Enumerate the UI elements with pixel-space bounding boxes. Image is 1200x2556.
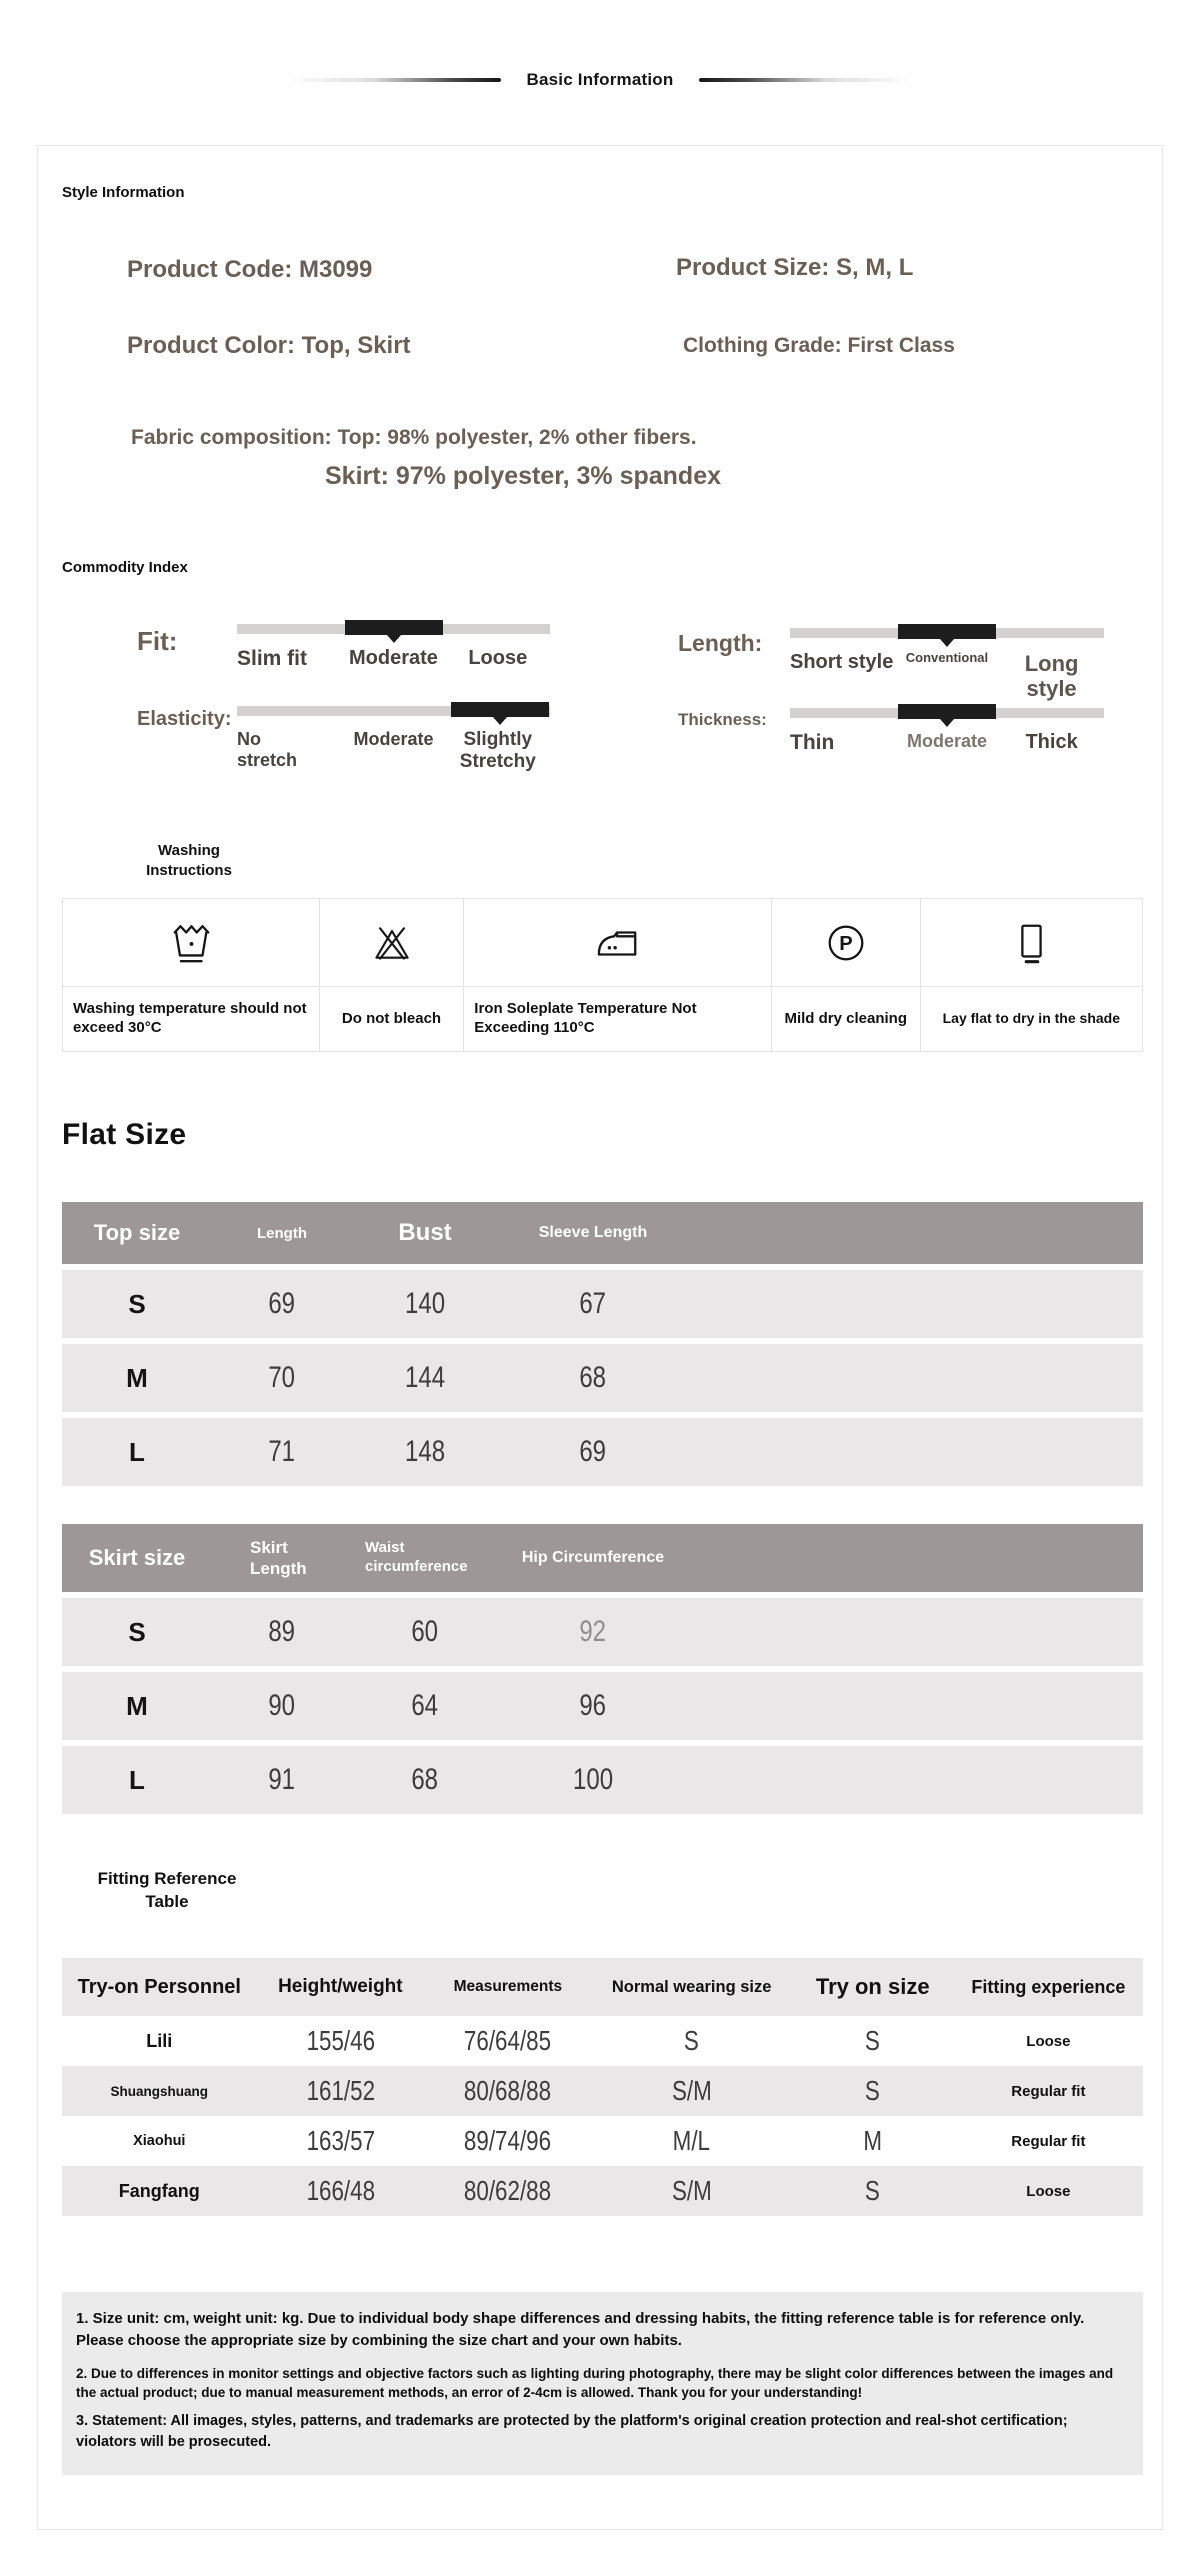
slider-fit-option: Loose <box>468 647 528 669</box>
column-header: Height/weight <box>278 1976 403 1997</box>
note-3: 3. Statement: All images, styles, patterns, and trademarks are protected by the platform's original creation protection and real-shot certification; violators will be prosecuted. <box>76 2412 1068 2450</box>
cell-value: 163/57 <box>306 2125 375 2156</box>
fitting-experience: Loose <box>1026 2032 1071 2050</box>
slider-elasticity-label: Elasticity: <box>137 708 232 730</box>
cell-value: 80/62/88 <box>464 2175 552 2206</box>
fabric-composition-line2: Skirt: 97% polyester, 3% spandex <box>325 462 722 490</box>
flat-size-title: Flat Size <box>62 1118 187 1151</box>
slider-length <box>678 628 1104 702</box>
cell-value: 71 <box>268 1435 296 1468</box>
cell-value: 67 <box>579 1287 607 1320</box>
cell-value: 92 <box>579 1615 607 1648</box>
do-not-bleach-icon <box>370 921 414 965</box>
size-label: S <box>128 1616 146 1647</box>
product-color: Product Color: Top, Skirt <box>127 332 411 359</box>
table-row <box>62 2066 1143 2116</box>
slider-thickness-option: Thin <box>790 731 835 754</box>
column-header: Hip Circumference <box>521 1549 665 1566</box>
size-label: S <box>128 1288 146 1319</box>
dry-flat-icon <box>1008 920 1054 966</box>
cell-value: 60 <box>411 1615 439 1648</box>
person-name: Fangfang <box>118 2180 200 2201</box>
cell-value: 76/64/85 <box>464 2025 552 2056</box>
washing-instruction-text: Do not bleach <box>319 987 464 1051</box>
slider-fit <box>137 624 550 671</box>
person-name: Lili <box>146 2030 173 2051</box>
slider-length-marker <box>898 624 996 639</box>
table-row <box>62 1672 1143 1740</box>
table-row <box>62 1270 1143 1338</box>
title-decor-line-left <box>286 78 501 82</box>
info-card <box>37 145 1163 2530</box>
fitting-experience: Loose <box>1026 2182 1071 2200</box>
note-1: 1. Size unit: cm, weight unit: kg. Due to individual body shape differences and dressing habits, the fitting reference table is for reference only. Please choose the appropriate size by combining the size chart and your own habits. <box>76 2310 1085 2349</box>
commodity-index-label: Commodity Index <box>62 559 188 576</box>
table-row <box>62 2016 1143 2066</box>
slider-thickness-marker <box>898 704 996 719</box>
slider-elasticity-track <box>237 706 550 716</box>
washing-instruction-text: Washing temperature should not exceed 30°C <box>73 1000 307 1036</box>
column-header: Try-on Personnel <box>77 1975 241 1998</box>
column-header: Bust <box>398 1219 452 1246</box>
page-title-row <box>0 58 1200 102</box>
slider-fit-track <box>237 624 550 634</box>
skirt-size-table <box>62 1524 1143 1814</box>
column-header: Skirt size <box>88 1545 186 1570</box>
cell-value: 140 <box>404 1287 446 1320</box>
dry-clean-p-icon <box>823 920 869 966</box>
table-row <box>62 2116 1143 2166</box>
fitting-reference-title: Fitting Reference Table <box>97 1869 237 1911</box>
size-label: L <box>129 1764 145 1795</box>
cell-value: 96 <box>579 1689 607 1722</box>
cell-value: 148 <box>404 1435 446 1468</box>
column-header: Sleeve Length <box>538 1224 648 1241</box>
column-header: Top size <box>93 1220 181 1245</box>
cell-value: 69 <box>268 1287 296 1320</box>
top-size-table-header <box>62 1202 1143 1264</box>
fitting-table-header <box>62 1958 1143 2016</box>
cell-value: 80/68/88 <box>464 2075 552 2106</box>
table-row <box>62 1344 1143 1412</box>
top-size-table <box>62 1202 1143 1486</box>
product-size: Product Size: S, M, L <box>676 254 914 281</box>
cell-value: 64 <box>411 1689 439 1722</box>
table-row <box>62 1418 1143 1486</box>
slider-elasticity-option: No stretch <box>237 729 298 770</box>
size-label: M <box>126 1362 148 1393</box>
cell-value: 161/52 <box>306 2075 375 2106</box>
slider-fit-marker <box>345 620 443 635</box>
fabric-composition-line1: Fabric composition: Top: 98% polyester, 2% other fibers. <box>131 426 697 449</box>
washing-instruction-text: Lay flat to dry in the shade <box>920 987 1142 1051</box>
wash-tub-icon <box>168 920 214 966</box>
clothing-grade: Clothing Grade: First Class <box>683 334 955 357</box>
skirt-size-table-header <box>62 1524 1143 1592</box>
slider-length-option: Conventional <box>905 650 989 665</box>
washing-instructions-table <box>62 898 1143 1052</box>
washing-instruction-text: Iron Soleplate Temperature Not Exceeding 110°C <box>463 987 771 1051</box>
person-name: Shuangshuang <box>110 2083 209 2099</box>
note-2: 2. Due to differences in monitor settings and objective factors such as lighting during photography, there may be slight color differences between the images and the actual product; due to manual measurement methods, an error of 2-4cm is allowed. Thank you for your understanding! <box>76 2365 1114 2401</box>
title-decor-line-right <box>699 78 914 82</box>
cell-value: 144 <box>404 1361 446 1394</box>
notes-box <box>62 2292 1143 2475</box>
cell-value: 155/46 <box>306 2025 375 2056</box>
fitting-experience: Regular fit <box>1011 2082 1086 2100</box>
size-label: M <box>126 1690 148 1721</box>
person-name: Xiaohui <box>133 2133 186 2149</box>
size-label: L <box>129 1436 145 1467</box>
page-title: Basic Information <box>526 70 674 89</box>
table-row <box>62 2166 1143 2216</box>
cell-value: S/M <box>671 2075 712 2106</box>
column-header: Length <box>257 1224 307 1242</box>
column-header: Normal wearing size <box>611 1977 772 1996</box>
cell-value: 68 <box>411 1763 439 1796</box>
cell-value: 90 <box>268 1689 296 1722</box>
cell-value: 69 <box>579 1435 607 1468</box>
column-header: Try on size <box>815 1974 930 1999</box>
cell-value: 166/48 <box>306 2175 375 2206</box>
cell-value: S <box>865 2025 881 2056</box>
cell-value: S <box>865 2075 881 2106</box>
washing-instructions-label: Washing Instructions <box>146 842 232 879</box>
table-row <box>62 1746 1143 1814</box>
slider-thickness-label: Thickness: <box>678 710 767 729</box>
washing-icon-cell <box>920 899 1142 987</box>
slider-elasticity <box>137 706 550 773</box>
cell-value: M/L <box>672 2125 711 2156</box>
svg-text:P: P <box>839 932 853 955</box>
slider-thickness <box>678 708 1104 755</box>
table-row <box>62 1598 1143 1666</box>
slider-fit-option: Slim fit <box>237 647 308 670</box>
slider-fit-option: Moderate <box>349 647 438 669</box>
slider-elasticity-option: Moderate <box>353 729 434 749</box>
slider-length-option: Short style <box>790 651 894 673</box>
column-header: Waist circumference <box>365 1539 468 1575</box>
product-code: Product Code: M3099 <box>127 256 373 283</box>
slider-thickness-option: Thick <box>1025 731 1078 753</box>
slider-length-label: Length: <box>678 630 763 656</box>
washing-instruction-text: Mild dry cleaning <box>771 987 920 1051</box>
slider-fit-label: Fit: <box>137 626 178 656</box>
fitting-experience: Regular fit <box>1011 2132 1086 2150</box>
slider-elasticity-marker <box>451 702 549 717</box>
slider-length-track <box>790 628 1104 638</box>
column-header: Skirt Length <box>250 1537 307 1578</box>
slider-length-option: Long style <box>1024 651 1079 702</box>
slider-thickness-track <box>790 708 1104 718</box>
column-header: Measurements <box>453 1978 563 1995</box>
fitting-reference-table <box>62 1958 1143 2216</box>
washing-icon-cell <box>63 899 319 987</box>
washing-icon-cell <box>319 899 464 987</box>
iron-icon <box>593 921 643 965</box>
column-header: Fitting experience <box>971 1976 1126 1997</box>
cell-value: 91 <box>268 1763 296 1796</box>
style-information-label: Style Information <box>62 184 185 201</box>
cell-value: 89/74/96 <box>464 2125 552 2156</box>
washing-icon-cell <box>463 899 771 987</box>
cell-value: 89 <box>268 1615 296 1648</box>
cell-value: 100 <box>572 1763 614 1796</box>
cell-value: 70 <box>268 1361 296 1394</box>
cell-value: S <box>684 2025 700 2056</box>
cell-value: 68 <box>579 1361 607 1394</box>
cell-value: S <box>865 2175 881 2206</box>
slider-thickness-option: Moderate <box>906 731 987 751</box>
washing-icon-cell <box>771 899 920 987</box>
cell-value: M <box>863 2125 883 2156</box>
slider-elasticity-option: Slightly Stretchy <box>459 729 536 772</box>
cell-value: S/M <box>671 2175 712 2206</box>
